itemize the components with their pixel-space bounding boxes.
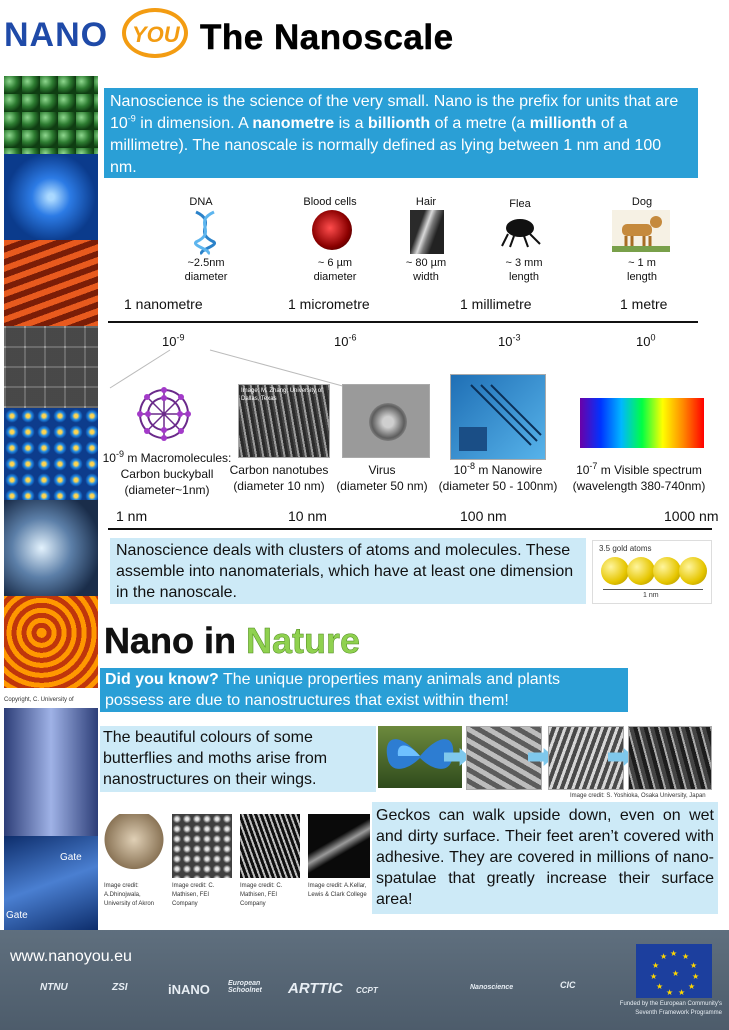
partner-logo-arttic: ARTTIC xyxy=(288,980,343,997)
unit-1nm: 1 nm xyxy=(116,508,148,524)
partner-logo-zsi: ZSI xyxy=(112,982,128,993)
zoom-connector xyxy=(100,340,360,390)
flea-image xyxy=(500,214,542,248)
hair-image xyxy=(410,210,444,254)
gecko-box: Geckos can walk upside down, even on wet and dirty surface. Their feet aren’t covered with adhesive. They are covered in millions of nano-spatulae that greatly increase their surface area! xyxy=(372,802,718,914)
hair-label: Hair xyxy=(415,196,437,208)
bottom-scale-line xyxy=(108,528,712,530)
nanowire-image xyxy=(450,374,546,460)
intro-box: Nanoscience is the science of the very small. Nano is the prefix for units that are $10^{-9}$ in dimension. A nanometre is a billionth of a metre (a millionth of a millimetre). The nanoscale is normally defined as lying between 1 nm and 100 nm. xyxy=(104,88,698,178)
dog-image xyxy=(612,210,670,252)
dna-desc: ~2.5nm diameter xyxy=(184,257,228,283)
virus-caption: Virus (diameter 50 nm) xyxy=(336,463,428,493)
partner-logo-ntnu: NTNU xyxy=(40,982,68,993)
blue-flower-image xyxy=(4,154,98,240)
blood-cells-desc: ~ 6 µm diameter xyxy=(313,257,357,283)
gecko-structure-image xyxy=(4,708,98,836)
gold-atoms-image xyxy=(592,540,712,604)
unit-millimetre: 1 millimetre xyxy=(460,296,532,312)
top-scale-line xyxy=(108,321,698,323)
wing-nanostructure-image xyxy=(628,726,712,790)
left-image-strip xyxy=(0,76,98,930)
partner-logo-cic: CIC xyxy=(560,980,576,990)
dog-desc: ~ 1 m length xyxy=(627,257,657,283)
did-you-know-box: Did you know? The unique properties many animals and plants possess are due to nanostructures that exist within them! xyxy=(100,668,628,712)
unit-metre: 1 metre xyxy=(620,296,668,312)
partner-logo-nanoscience: Nanoscience xyxy=(470,984,514,991)
gate-label-1: Gate xyxy=(60,852,82,863)
unit-micrometre: 1 micrometre xyxy=(288,296,370,312)
butterfly-box: The beautiful colours of some butterflies and moths arise from nanostructures on their wings. xyxy=(100,726,376,792)
logo-you-text: YOU xyxy=(132,22,180,47)
unit-10nm: 10 nm xyxy=(288,508,327,524)
funded-by-text: Funded by the European Community's Seventh Framework Programme xyxy=(619,1001,722,1016)
dna-label: DNA xyxy=(189,196,213,208)
dna-image xyxy=(188,210,222,256)
gecko-spatula-tip-image xyxy=(308,814,370,878)
spectrum-caption: $10^{-7}$ m Visible spectrum (wavelength 380-740nm) xyxy=(572,461,706,493)
flea-label: Flea xyxy=(509,198,531,210)
hair-desc: ~ 80 µm width xyxy=(405,257,447,283)
nano-in-nature-title: Nano in Nature xyxy=(104,620,361,661)
unit-100nm: 100 nm xyxy=(460,508,507,524)
footer xyxy=(0,930,729,1030)
copyright-caption: Copyright, C. University of xyxy=(4,688,98,708)
gecko-credit-1: Image credit: A.Dhinojwala, University of Akron xyxy=(104,883,155,907)
page-title: The Nanoscale xyxy=(200,18,454,57)
footer-url-link[interactable]: www.nanoyou.eu xyxy=(10,948,132,965)
gold-atoms-label: 3.5 gold atoms xyxy=(599,544,652,553)
power-minus-9: $10^{-9}$ xyxy=(162,332,185,349)
gate-label-2: Gate xyxy=(6,910,28,921)
partner-logo-european-schoolnet: European Schoolnet xyxy=(228,980,262,994)
dog-label: Dog xyxy=(631,196,653,208)
nanotubes-caption: Carbon nanotubes (diameter 10 nm) xyxy=(229,463,329,493)
gecko-credit-2: Image credit: C. Mathisen, FEI Company xyxy=(172,883,215,907)
gecko-credit-4: Image credit: A.Kellar, Lewis & Clark College xyxy=(308,883,367,898)
carbon-nanotubes-image xyxy=(238,384,330,458)
power-zero: $10^0$ xyxy=(636,332,656,349)
butterfly-credit: Image credit: S. Yoshioka, Osaka University, Japan xyxy=(570,793,706,799)
nanowire-caption: $10^{-8}$ m Nanowire (diameter 50 - 100nm) xyxy=(438,461,558,493)
gecko-foot-image xyxy=(104,814,164,878)
flower-crystal-image xyxy=(4,500,98,596)
eu-flag-icon: ★ ★ ★ ★ ★ ★ ★ ★ ★ ★ ★ ★ xyxy=(636,944,712,998)
gecko-spatulae-image xyxy=(240,814,300,878)
unit-nanometre: 1 nanometre xyxy=(124,296,203,312)
nanoyou-logo xyxy=(4,6,192,62)
orange-ridges-image xyxy=(4,240,98,326)
macromolecules-caption: $10^{-9}$ m Macromolecules: Carbon buckyball (diameter~1nm) xyxy=(102,449,232,497)
power-minus-3: $10^{-3}$ xyxy=(498,332,521,349)
buckyball-image xyxy=(136,386,192,442)
gray-grid-image xyxy=(4,326,98,408)
blood-cells-label: Blood cells xyxy=(303,196,357,208)
flea-desc: ~ 3 mm length xyxy=(505,257,543,283)
partner-logo-ccpt: CCPT xyxy=(356,986,378,995)
gold-scale-label: 1 nm xyxy=(643,592,659,599)
blue-hexagon-image xyxy=(4,408,98,500)
power-minus-6: $10^{-6}$ xyxy=(334,332,357,349)
visible-spectrum-image xyxy=(580,398,704,448)
virus-image xyxy=(342,384,430,458)
partner-logo-inano: iNANO xyxy=(168,982,210,997)
blood-cells-image xyxy=(312,210,352,250)
nanotubes-credit: Image: M. Zhang, University of Dallas, Texas xyxy=(241,388,323,402)
unit-1000nm: 1000 nm xyxy=(664,508,719,524)
green-texture-image xyxy=(4,76,98,154)
gecko-credit-3: Image credit: C. Mathisen, FEI Company xyxy=(240,883,283,907)
orange-maze-image xyxy=(4,596,98,688)
gecko-setae-image xyxy=(172,814,232,878)
nanoscience-box: Nanoscience deals with clusters of atoms and molecules. These assemble into nanomaterials, which have at least one dimension in the nanoscale. xyxy=(110,538,586,604)
gate-transistor-image xyxy=(4,836,98,930)
logo-nano-text: NANO xyxy=(4,16,109,54)
